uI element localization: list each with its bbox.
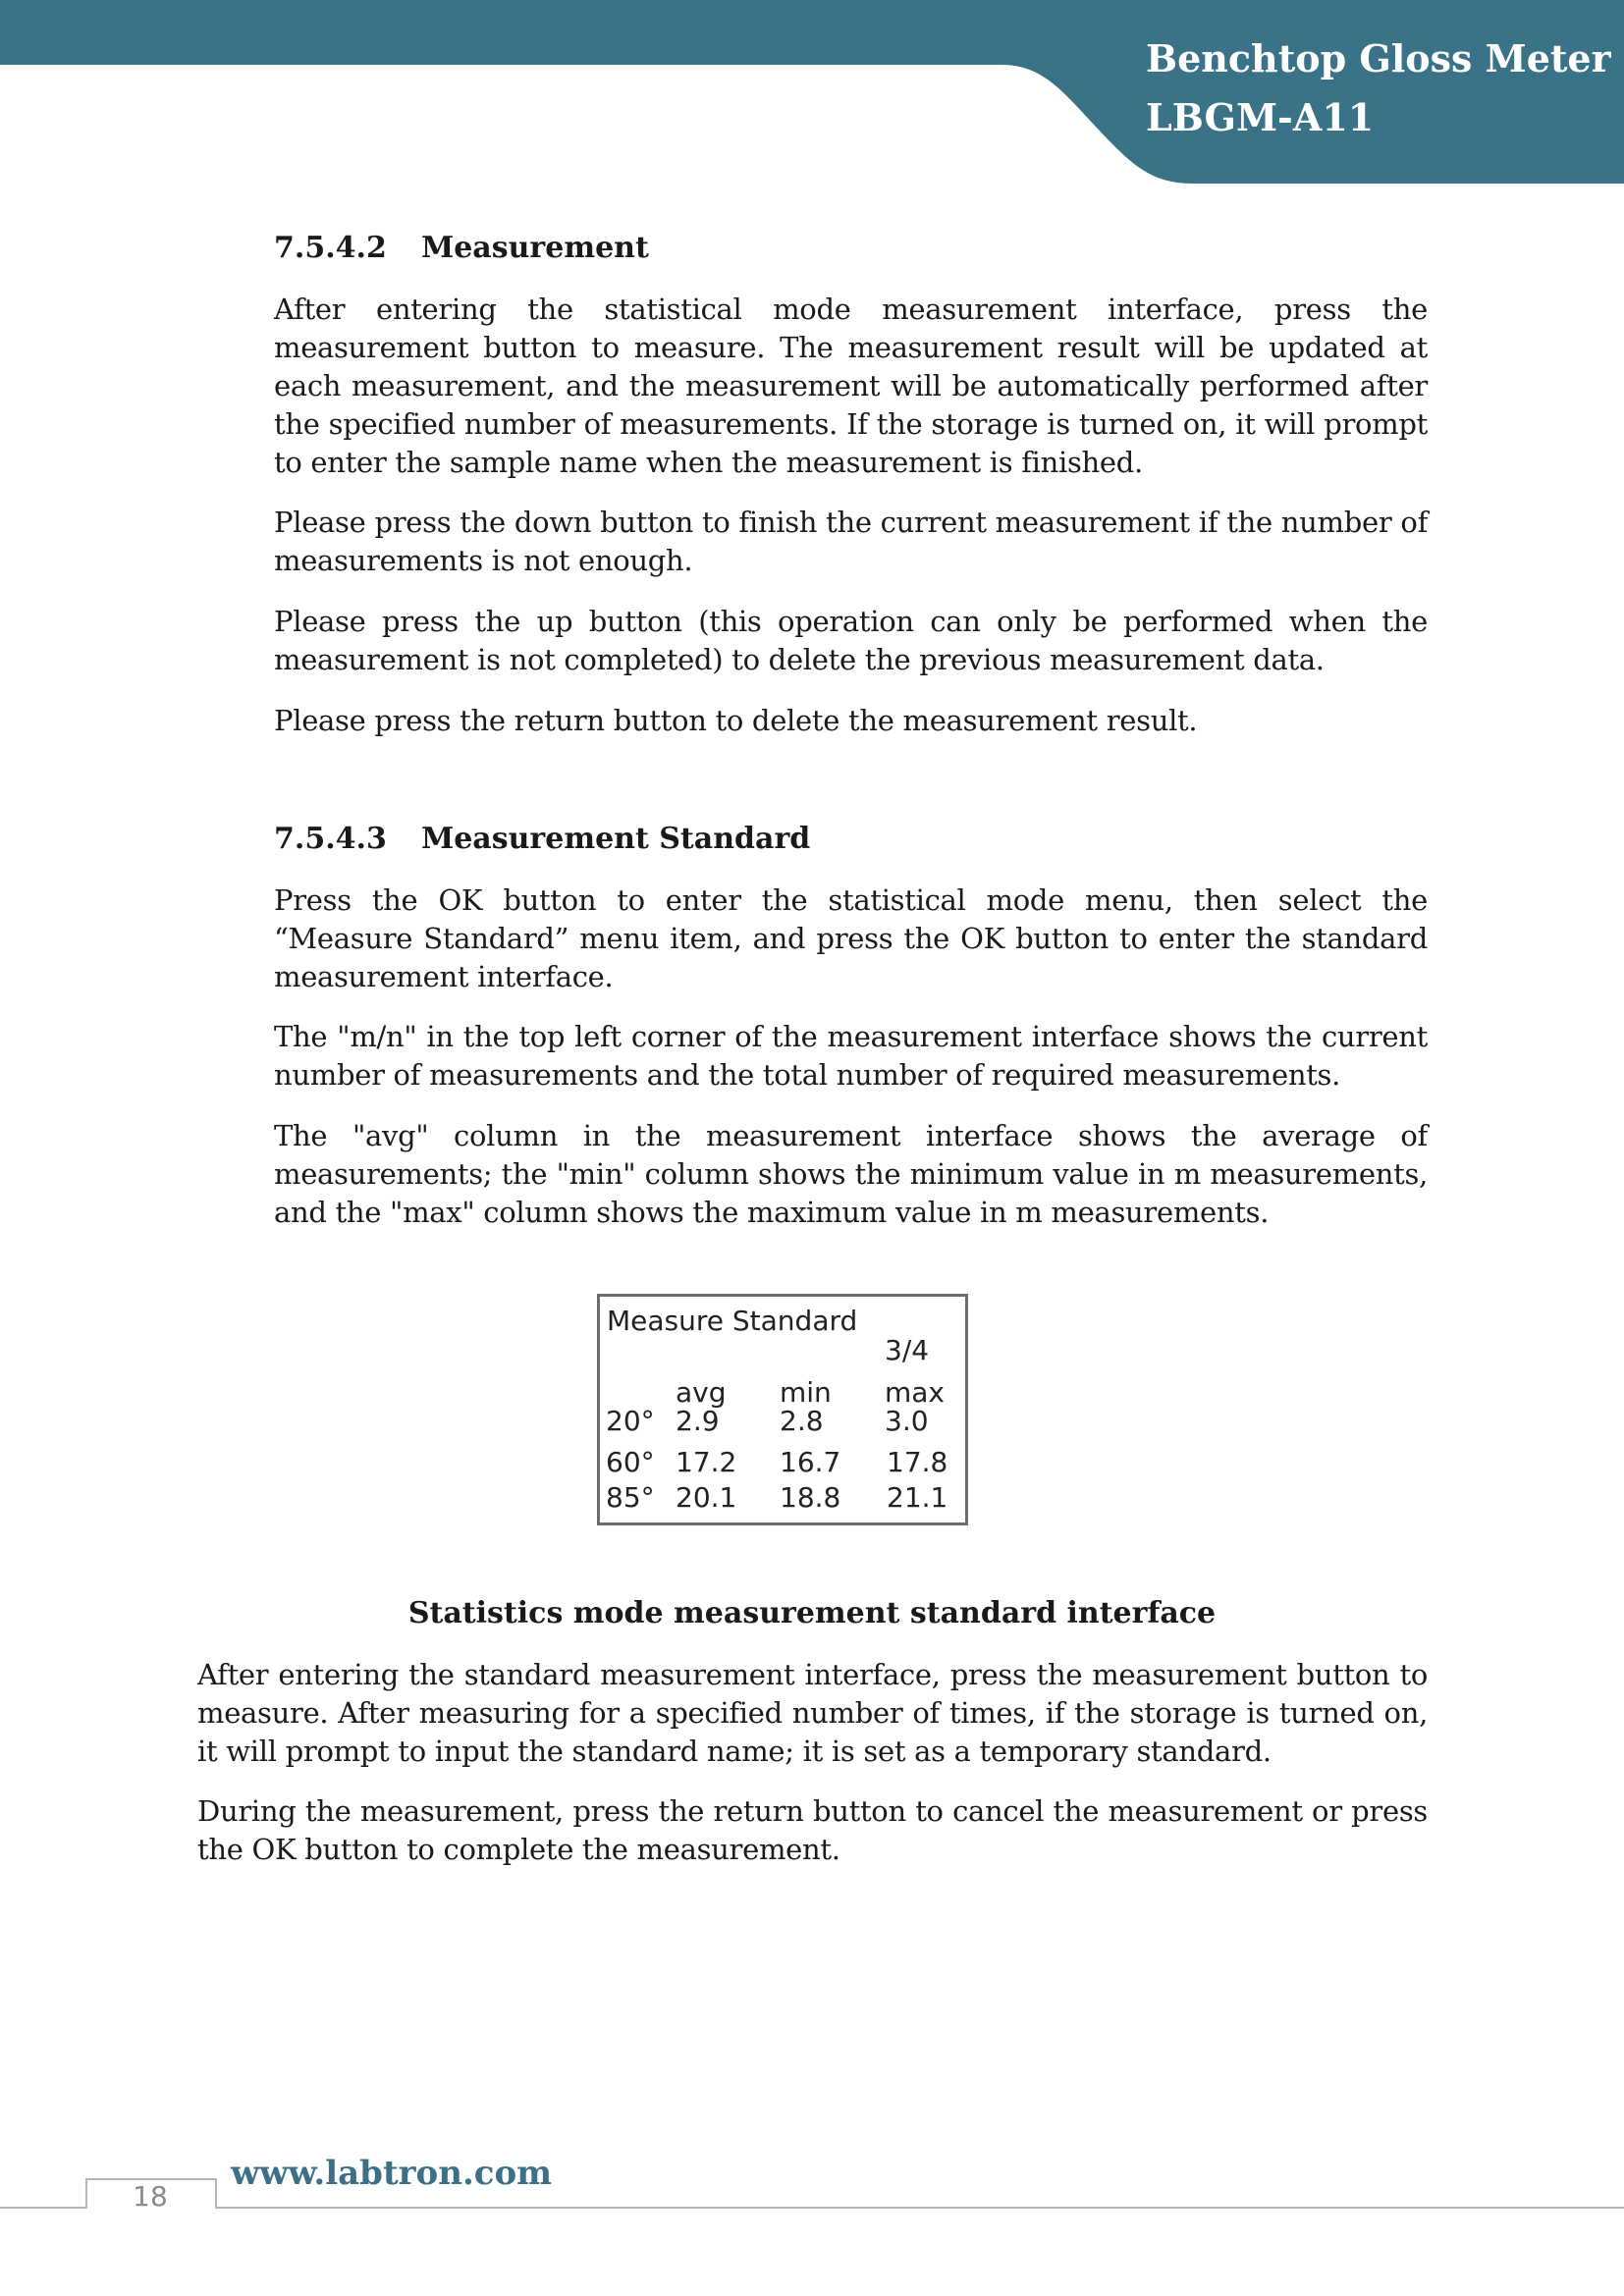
page-number: 18 [133, 2180, 168, 2213]
website-link[interactable]: www.labtron.com [231, 2154, 553, 2193]
avg-value: 2.9 [676, 1405, 720, 1437]
column-header-max: max [885, 1376, 946, 1409]
max-value: 21.1 [887, 1481, 948, 1514]
paragraph: During the measurement, press the return button to cancel the measurement or press the OK button to complete the measurement. [197, 1794, 1428, 1866]
paragraph: Please press the down button to finish the current measurement if the number of measurements is not enough. [274, 506, 1428, 577]
min-value: 16.7 [780, 1446, 841, 1478]
paragraph: The "avg" column in the measurement interface shows the average of measurements; the "min" column shows the minimum value in m measurements, and the "max" column shows the maximum value in m measurements. [274, 1119, 1428, 1229]
model-number: LBGM-A11 [1146, 95, 1375, 139]
paragraph: Press the OK button to enter the statistical mode menu, then select the “Measure Standard” menu item, and press the OK button to enter the standard measurement interface. [274, 883, 1428, 993]
section-number: 7.5.4.3 [274, 822, 387, 856]
max-value: 3.0 [885, 1405, 929, 1437]
max-value: 17.8 [887, 1446, 948, 1478]
section-number: 7.5.4.2 [274, 231, 387, 265]
avg-value: 20.1 [676, 1481, 737, 1514]
section-heading-measurement-standard [274, 820, 810, 859]
section-title: Measurement [421, 231, 649, 265]
min-value: 18.8 [780, 1481, 841, 1514]
device-screen [597, 1294, 968, 1525]
paragraph: After entering the standard measurement interface, press the measurement button to measure. After measuring for a specified number of times, if the storage is turned on, it will prompt to input the standard name; it is set as a temporary standard. [197, 1658, 1428, 1768]
column-header-avg: avg [676, 1376, 727, 1409]
document-title [1146, 29, 1617, 147]
section-heading-measurement [274, 229, 649, 268]
product-name: Benchtop Gloss Meter [1146, 36, 1611, 80]
angle-label: 60° [606, 1446, 655, 1478]
avg-value: 17.2 [676, 1446, 737, 1478]
paragraph: Please press the up button (this operation can only be performed when the measurement is not completed) to delete the previous measurement data. [274, 605, 1428, 676]
measurement-counter: 3/4 [885, 1334, 930, 1366]
screen-title: Measure Standard [607, 1305, 858, 1337]
min-value: 2.8 [780, 1405, 824, 1437]
column-header-min: min [780, 1376, 832, 1409]
angle-label: 20° [606, 1405, 655, 1437]
paragraph: The "m/n" in the top left corner of the measurement interface shows the current number of measurements and the total number of required measurements. [274, 1020, 1428, 1092]
paragraph: After entering the statistical mode measurement interface, press the measurement button to measure. The measurement result will be updated at each measurement, and the measurement will be automatically performed after the specified number of measurements. If the storage is turned on, it will prompt to enter the sample name when the measurement is finished. [274, 293, 1428, 479]
figure-caption: Statistics mode measurement standard interface [407, 1596, 1217, 1630]
angle-label: 85° [606, 1481, 655, 1514]
section-title: Measurement Standard [421, 822, 811, 856]
paragraph: Please press the return button to delete the measurement result. [274, 704, 1198, 737]
